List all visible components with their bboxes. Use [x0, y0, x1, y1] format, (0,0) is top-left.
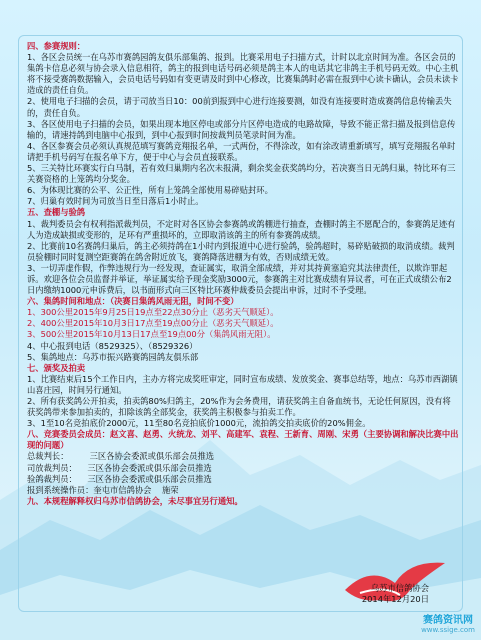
paragraph: 1、各区会员统一在乌苏市赛鸽园鸽友俱乐部集鸽、报到。比赛采用电子扫描方式，计时以北京时间为准。各区会员的集鸽卡信息必须与协会录入信息相符，鸽主的报到电话号码必须是鸽主本人的电话其它非鸽主手机号码无效。中心主机将不接受赛鸽数据输入，会员电话号码如有变更请及时到中心修改，比赛集鸽时必需在报到中心读卡确认，会员未读卡造成的责任自负。	[27, 52, 459, 96]
paragraph: 4、中心报到电话（8529325）、（8529326）	[27, 340, 198, 351]
paragraph: 2、所有获奖鸽公开拍卖，拍卖鸽80%归鸽主，20%作为会务费用，请获奖鸽主自备血统书，无论任何原因，没有将获奖鸽带来参加拍卖的，扣除该鸽全部奖金，获奖鸽主积极参与拍卖工作。	[27, 396, 451, 418]
section-heading: 八、竞赛委员会成员：赵文喜、赵勇、火统龙、刘平、高建军、袁程、王新育、周刚、宋勇（主要协调和解决比赛中出现的问题）	[27, 429, 459, 451]
paragraph: 2、400公里2015年10月3日17点至19点00分止（恶劣天气顺延）。	[27, 318, 279, 329]
signature-org: 乌苏市信鸽协会	[370, 583, 429, 593]
paragraph: 司放裁判员： 三区各协会委派或俱乐部会员推选	[27, 462, 212, 473]
paragraph: 2、使用电子扫描的会员，请于司放当日10：00前到报到中心进行连接要测，如没有连接要时造成赛鸽信息传输丢失的，责任自负。	[27, 96, 452, 118]
paragraph: 3、1至10名竞拍底价2000元，11至80名竞拍底价1000元，流拍鸽交拍卖底价的20%佣金。	[27, 418, 371, 429]
regulations-text	[27, 41, 459, 611]
paragraph: 验鸽裁判员： 三区各协会委派或俱乐部会员推选	[27, 473, 212, 484]
paragraph: 5、集鸽地点：乌苏市振兴路赛鸽园鸽友俱乐部	[27, 351, 199, 362]
section-heading: 六、集鸽时间和地点：（决赛日集鸽风雨无阻，时间不变）	[27, 296, 239, 307]
paragraph: 报到系统操作员：奎屯市信鸽协会 施荣	[27, 484, 179, 495]
paragraph: 3、500公里2015年10月13日17点至19点00分（集鸽风雨无阻）。	[27, 329, 276, 340]
signature-block	[362, 583, 429, 605]
paragraph: 1、裁判委员会有权利指派裁判员，不定时对各区协会参赛鸽或鸽棚进行抽查，查棚时鸽主不愿配合的，参赛鸽足迹有人为造成缺损或变形的，足环有严重损坏的，立即取消该鸽主的所有参赛鸽成绩。	[27, 218, 456, 240]
section-heading: 四、参赛规则：	[27, 41, 86, 51]
paragraph: 2、比赛前10名赛鸽归巢后，鸽主必须持鸽在1小时内到报道中心进行验鸽，验鸽超时，易碎贴破损的取消成绩。裁判员验棚时同时复测空距赛鸽在鸽舍附近放飞，赛鸽降落进棚为有效，否则成绩无效。	[27, 240, 455, 262]
site-watermark	[421, 611, 475, 634]
paragraph: 总裁判长： 三区各协会委派或俱乐部会员推选	[27, 451, 215, 462]
paragraph: 3、一切弄虚作假，作弊违规行为一经发现，查证属实，取消全部成绩，并对其持黄塞追究其法律责任，以欺诈罪起诉。欢迎各位会员监督并举证，举证属实给予现金奖励3000元，参赛鸽主对比赛成绩有异议者，可在正式成绩公布2日内缴纳1000元申诉费后，以书面形式向三区特比环赛仲裁委员会提出申诉，过时不予受理。	[27, 262, 452, 296]
watermark-text: 赛鸽资讯网	[423, 615, 474, 626]
watermark-url: www.ssige.com	[421, 626, 475, 634]
paragraph: 7、归巢有效时间为司放当日至日落后1小时止。	[27, 196, 204, 207]
section-heading: 五、查棚与验鸽	[27, 207, 86, 218]
paragraph: 1、比赛结束后15个工作日内，主办方将完成奖旺审定，同时宣布成绩、发放奖金、赛事总结等，地点：乌苏市西湖镇山喜庄园，时间另行通知。	[27, 373, 458, 395]
paragraph: 6、为体现比赛的公平、公正性，所有上笼鸽全部使用易碎贴封环。	[27, 185, 273, 196]
paragraph: 3、各区使用电子扫描的会员，如果出现本地区停电或部分片区停电造成的电路故障，导致不能正常扫描及报到信息传输的，请速持鸽到电脑中心报到，到中心报到时间按裁判员笔录时间为准。	[27, 118, 456, 140]
paragraph: 4、各区参赛会员必须认真规范填写赛鸽竞翔报名单，一式两份，不得涂改，如有涂改请重新填写，填写竞翔报名单时请把手机号码写在报名单下方，便于中心与会员直接联系。	[27, 140, 456, 162]
paragraph: 1、300公里2015年9月25日19点至22点30分止（恶劣天气顺延）。	[27, 307, 279, 318]
signature-date: 2014年12月20日	[361, 594, 429, 604]
paragraph: 5、三关特比环赛实行白马制，若有效归巢期内名次未报满，剩余奖金获奖鸽均分，若决赛当日无鸽归巢，特比环有三关赛资格的上笼鸽均分奖金。	[27, 163, 456, 185]
section-heading: 九、本规程解释权归乌苏市信鸽协会，未尽事宜另行通知。	[27, 495, 243, 506]
section-heading: 七、颁奖及拍卖	[27, 362, 86, 373]
